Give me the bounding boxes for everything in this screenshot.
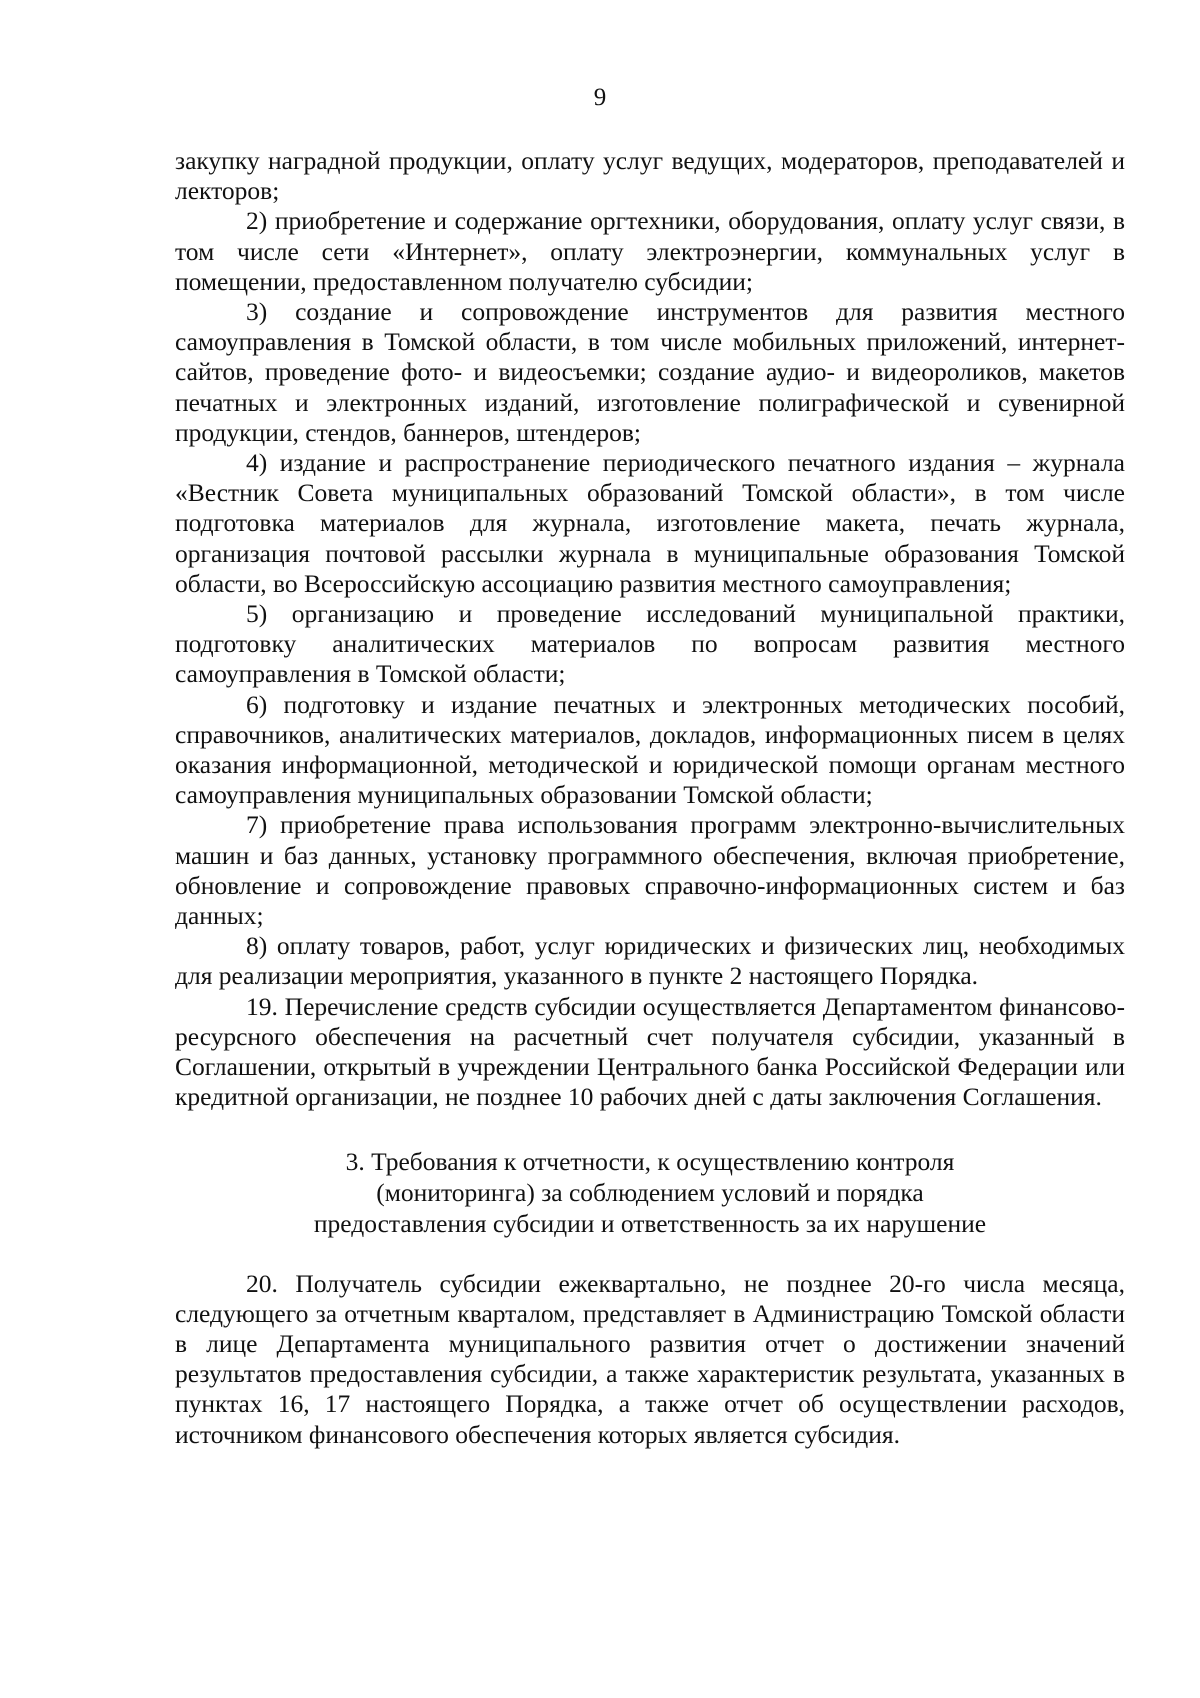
list-item-8: 8) оплату товаров, работ, услуг юридических и физических лиц, необходимых для реализации мероприятия, указанного в пункте 2 настоящего Порядка. [175,931,1125,991]
section-heading [175,1146,1125,1239]
list-item-3: 3) создание и сопровождение инструментов для развития местного самоуправления в Томской области, в том числе мобильных приложений, интернет-сайтов, проведение фото- и видеосъемки; создание аудио- и видеороликов, макетов печатных и электронных изданий, изготовление полиграфической и сувенирной продукции, стендов, баннеров, штендеров; [175,297,1125,447]
list-item-2: 2) приобретение и содержание оргтехники, оборудования, оплату услуг связи, в том числе сети «Интернет», оплату электроэнергии, коммунальных услуг в помещении, предоставленном получателю субсидии; [175,206,1125,296]
paragraph-continuation: закупку наградной продукции, оплату услуг ведущих, модераторов, преподавателей и лекторов; [175,146,1125,206]
document-body [175,146,1125,1450]
section-heading-line-1: 3. Требования к отчетности, к осуществлению контроля [345,1146,955,1176]
list-item-7: 7) приобретение права использования программ электронно-вычислительных машин и баз данных, установку программного обеспечения, включая приобретение, обновление и сопровождение правовых справочно-информационных систем и баз данных; [175,810,1125,931]
list-item-4: 4) издание и распространение периодического печатного издания – журнала «Вестник Совета муниципальных образований Томской области», в том числе подготовка материалов для журнала, изготовление макета, печать журнала, организация почтовой рассылки журнала в муниципальные образования Томской области, во Всероссийскую ассоциацию развития местного самоуправления; [175,448,1125,598]
clause-19: 19. Перечисление средств субсидии осуществляется Департаментом финансово-ресурсного обеспечения на расчетный счет получателя субсидии, указанный в Соглашении, открытый в учреждении Центрального банка Российской Федерации или кредитной организации, не позднее 10 рабочих дней с даты заключения Соглашения. [175,991,1125,1112]
list-item-5: 5) организацию и проведение исследований муниципальной практики, подготовку аналитических материалов по вопросам развития местного самоуправления в Томской области; [175,599,1125,689]
page-number: 9 [593,84,607,111]
section-heading-line-2: (мониторинга) за соблюдением условий и порядка [376,1177,924,1207]
list-item-6: 6) подготовку и издание печатных и электронных методических пособий, справочников, аналитических материалов, докладов, информационных писем в целях оказания информационной, методической и юридической помощи органам местного самоуправления муниципальных образовании Томской области; [175,689,1125,810]
section-heading-line-3: предоставления субсидии и ответственность за их нарушение [313,1208,987,1238]
clause-20: 20. Получатель субсидии ежеквартально, не позднее 20-го числа месяца, следующего за отчетным кварталом, представляет в Администрацию Томской области в лице Департамента муниципального развития отчет о достижении значений результатов предоставления субсидии, а также характеристик результата, указанных в пунктах 16, 17 настоящего Порядка, а также отчет об осуществлении расходов, источником финансового обеспечения которых является субсидия. [175,1268,1125,1449]
